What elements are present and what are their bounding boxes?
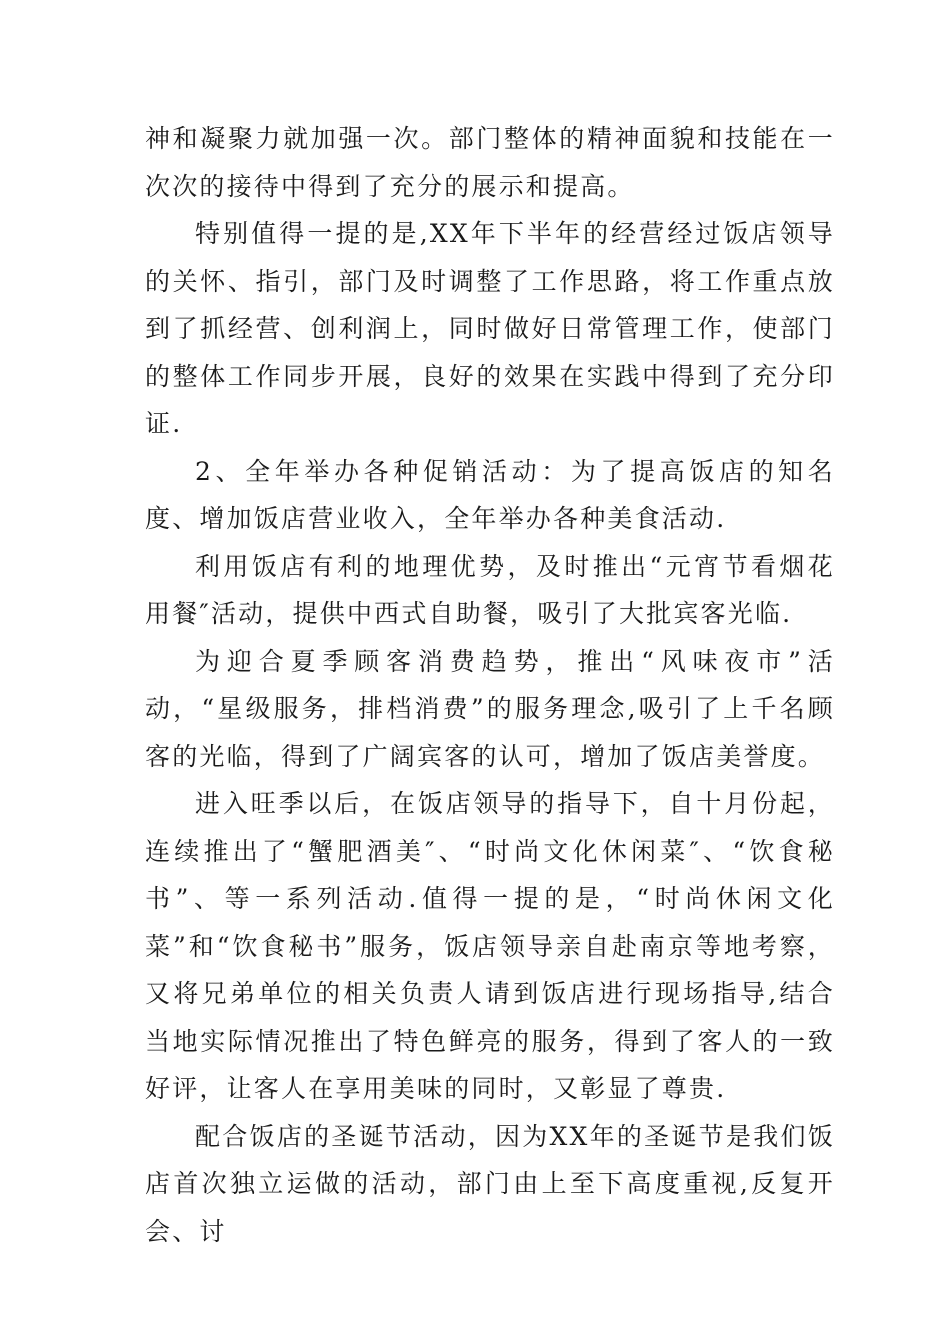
paragraph-6: 进入旺季以后，在饭店领导的指导下，自十月份起，连续推出了“蟹肥酒美″、“时尚文化休闲菜″、“饮食秘书”、等一系列活动.值得一提的是，“时尚休闲文化菜”和“饮食秘书”服务，饭店领导亲自赴南京等地考察，又将兄弟单位的相关负责人请到饭店进行现场指导,结合当地实际情况推出了特色鲜亮的服务，得到了客人的一致好评，让客人在享用美味的同时，又彰显了尊贵. (145, 789, 835, 1103)
paragraph-5: 为迎合夏季顾客消费趋势，推出“风味夜市”活动，“星级服务，排档消费”的服务理念,吸引了上千名顾客的光临，得到了广阔宾客的认可，增加了饭店美誉度。 (145, 646, 835, 771)
paragraph-2: 特别值得一提的是,XX年下半年的经营经过饭店领导的关怀、指引，部门及时调整了工作思路，将工作重点放到了抓经营、创利润上，同时做好日常管理工作，使部门的整体工作同步开展，良好的效果在实践中得到了充分印证. (145, 219, 835, 438)
paragraph-7: 配合饭店的圣诞节活动，因为XX年的圣诞节是我们饭店首次独立运做的活动，部门由上至下高度重视,反复开会、讨 (145, 1121, 835, 1246)
paragraph-3: 2、全年举办各种促销活动：为了提高饭店的知名度、增加饭店营业收入，全年举办各种美食活动. (145, 456, 835, 533)
paragraph-4: 利用饭店有利的地理优势，及时推出“元宵节看烟花用餐″活动，提供中西式自助餐，吸引了大批宾客光临. (145, 551, 835, 628)
document-body (145, 115, 835, 1255)
paragraph-1: 神和凝聚力就加强一次。部门整体的精神面貌和技能在一次次的接待中得到了充分的展示和提高。 (145, 124, 835, 201)
